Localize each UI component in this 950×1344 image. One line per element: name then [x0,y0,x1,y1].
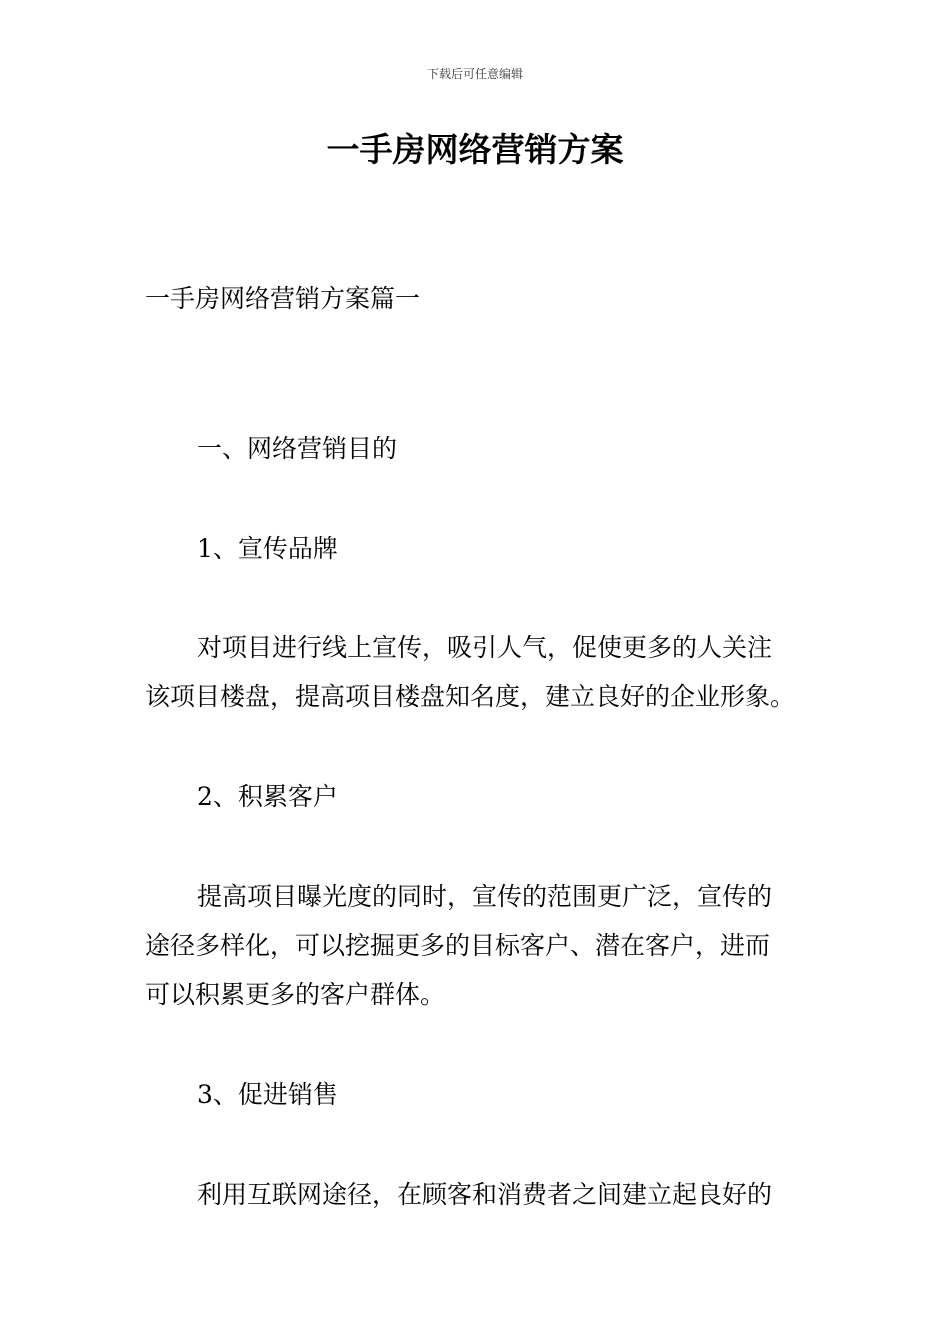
paragraph-2-line-2: 途径多样化，可以挖掘更多的目标客户、潜在客户，进而 [145,931,771,960]
subsection-heading-2: 2、积累客户 [197,782,338,811]
paragraph-2-line-3: 可以积累更多的客户群体。 [145,980,446,1009]
subsection-heading-1: 1、宣传品牌 [197,534,338,563]
paragraph-1-line-1: 对项目进行线上宣传，吸引人气，促使更多的人关注 [197,633,773,662]
paragraph-1-line-2: 该项目楼盘，提高项目楼盘知名度，建立良好的企业形象。 [145,682,796,711]
document-title: 一手房网络营销方案 [326,130,624,169]
subsection-heading-3: 3、促进销售 [197,1080,338,1109]
paragraph-3-line-1: 利用互联网途径，在顾客和消费者之间建立起良好的 [197,1180,773,1209]
part-title: 一手房网络营销方案篇一 [145,284,421,313]
header-note: 下载后可任意编辑 [426,67,523,81]
section-heading: 一、网络营销目的 [197,434,398,463]
paragraph-2-line-1: 提高项目曝光度的同时，宣传的范围更广泛，宣传的 [197,882,773,911]
